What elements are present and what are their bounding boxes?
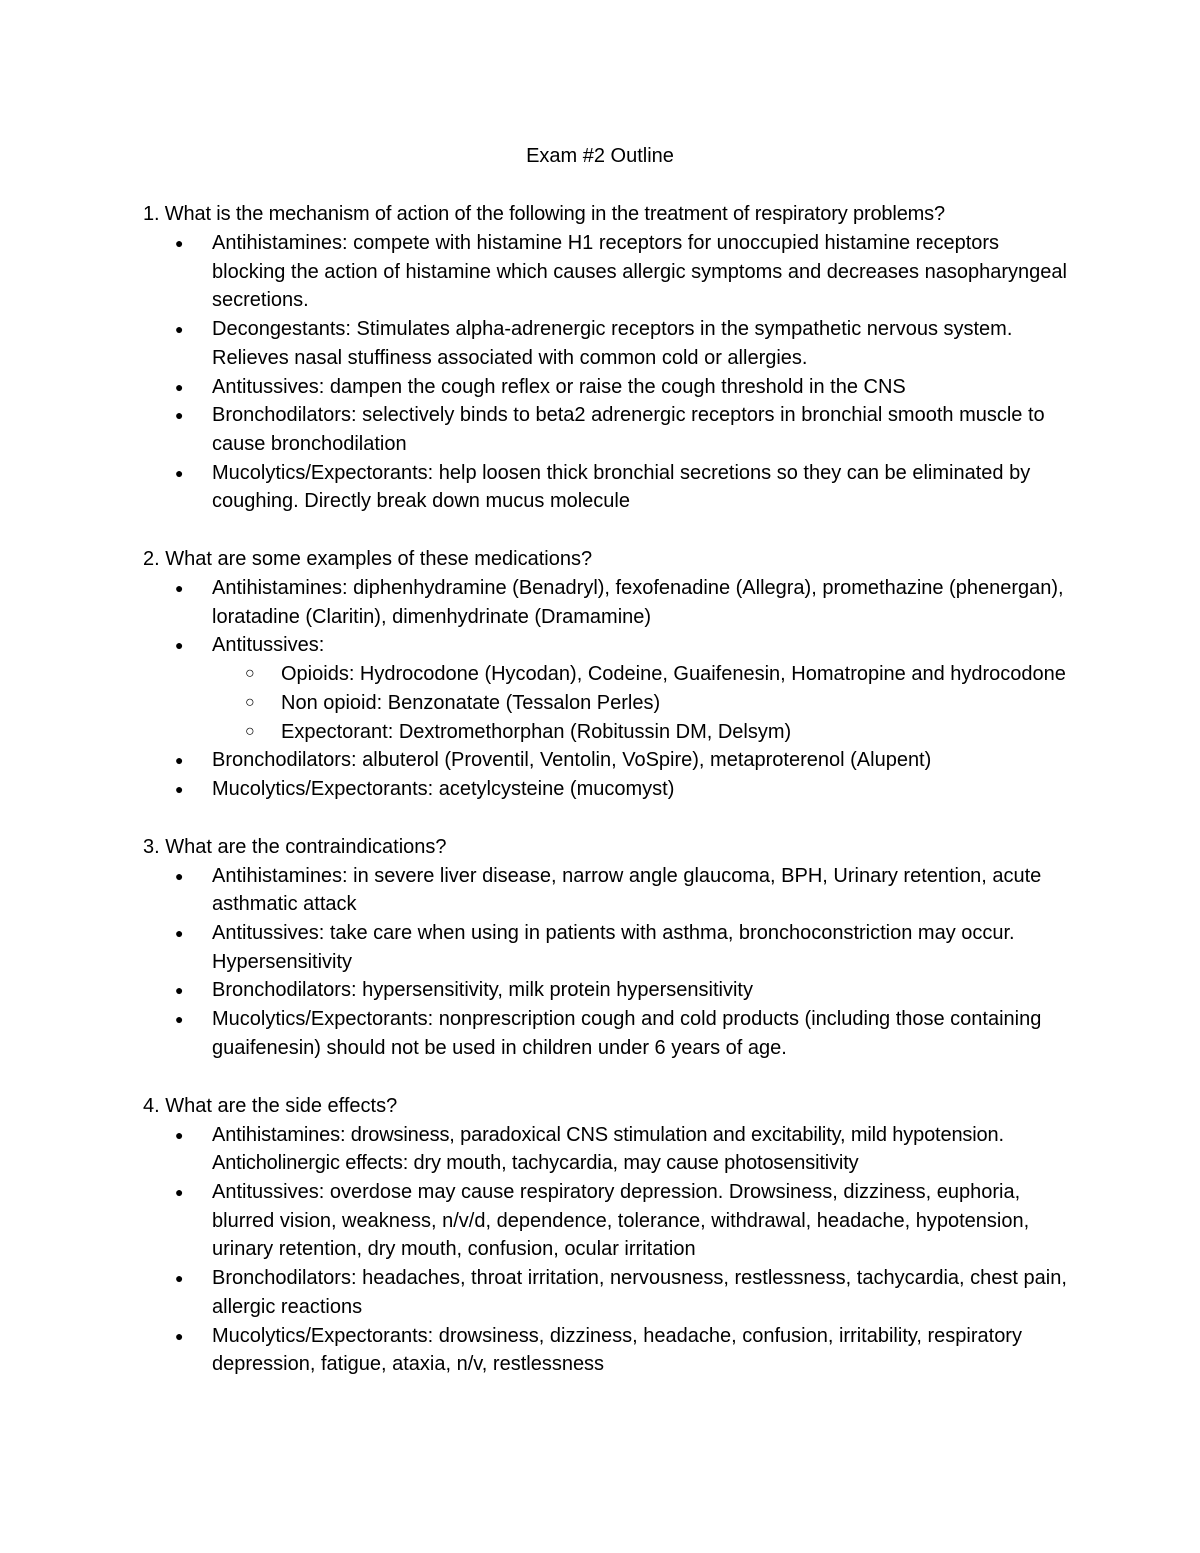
list-item-text: Antitussives: (212, 634, 325, 657)
bullet-icon: ● (175, 1183, 184, 1200)
section-examples (143, 545, 1073, 804)
list-item-text: Mucolytics/Expectorants: nonprescription cough and cold products (including those containing guaifenesin) should not be used in children under 6 years of age. (212, 1008, 1042, 1059)
sub-list-item (212, 660, 1073, 689)
question-heading: 3. What are the contraindications? (143, 835, 447, 858)
list-item (143, 862, 1073, 919)
list-item (143, 229, 1073, 315)
list-item-text: Antihistamines: diphenhydramine (Benadryl), fexofenadine (Allegra), promethazine (phenergan), loratadine (Claritin), dimenhydrinate (Dramamine) (212, 577, 1064, 628)
list-item-text: Antitussives: dampen the cough reflex or raise the cough threshold in the CNS (212, 375, 906, 398)
bullet-icon: ● (175, 925, 184, 942)
sub-list-item-text: Expectorant: Dextromethorphan (Robitussin DM, Delsym) (281, 720, 792, 743)
list-item (143, 976, 1073, 1005)
section-contraindications (143, 833, 1073, 1063)
bullet-icon: ● (175, 464, 184, 481)
list-item (143, 775, 1073, 804)
list-item-text: Antitussives: overdose may cause respiratory depression. Drowsiness, dizziness, euphoria, blurred vision, weakness, n/v/d, dependence, tolerance, withdrawal, headache, hypotension, urinary retention, dry mouth, confusion, ocular irritation (212, 1180, 1030, 1261)
list-item-text: Mucolytics/Expectorants: acetylcysteine (mucomyst) (212, 777, 675, 800)
bullet-icon: ● (175, 982, 184, 999)
answer-list (143, 862, 1073, 1063)
list-item-text: Bronchodilators: headaches, throat irritation, nervousness, restlessness, tachycardia, chest pain, allergic reactions (212, 1267, 1067, 1318)
list-item-text: Decongestants: Stimulates alpha-adrenergic receptors in the sympathetic nervous system. Relieves nasal stuffiness associated with common cold or allergies. (212, 318, 1013, 369)
bullet-icon: ● (175, 780, 184, 797)
question-heading: 2. What are some examples of these medications? (143, 548, 593, 571)
sub-list (212, 660, 1073, 746)
bullet-icon: ● (175, 580, 184, 597)
list-item-text: Bronchodilators: selectively binds to beta2 adrenergic receptors in bronchial smooth muscle to cause bronchodilation (212, 404, 1045, 455)
list-item-text: Antihistamines: in severe liver disease, narrow angle glaucoma, BPH, Urinary retention, acute asthmatic attack (212, 864, 1042, 916)
list-item (143, 746, 1073, 775)
bullet-icon: ● (175, 752, 184, 769)
question-heading: 4. What are the side effects? (143, 1094, 398, 1117)
list-item (143, 1178, 1073, 1264)
list-item-text: Mucolytics/Expectorants: drowsiness, dizziness, headache, confusion, irritability, respiratory depression, fatigue, ataxia, n/v, restlessness (212, 1324, 1022, 1376)
list-item-text: Bronchodilators: albuterol (Proventil, Ventolin, VoSpire), metaproterenol (Alupent) (212, 749, 932, 772)
page-title: Exam #2 Outline (526, 145, 674, 167)
list-item (143, 315, 1073, 372)
circle-bullet-icon: ○ (245, 693, 255, 711)
list-item (143, 1264, 1073, 1321)
bullet-icon: ● (175, 1126, 184, 1143)
section-mechanism (143, 200, 1073, 516)
bullet-icon: ● (175, 637, 184, 654)
list-item (143, 1005, 1073, 1062)
list-item (143, 401, 1073, 458)
bullet-icon: ● (175, 407, 184, 424)
outline-body (143, 200, 1073, 1408)
sub-list-item (212, 689, 1073, 718)
sub-list-item-text: Opioids: Hydrocodone (Hycodan), Codeine, Guaifenesin, Homatropine and hydrocodone (281, 663, 1066, 686)
list-item-text: Antihistamines: drowsiness, paradoxical CNS stimulation and excitability, mild hypotension. Anticholinergic effects: dry mouth, tachycardia, may cause photosensitivity (212, 1123, 1004, 1175)
answer-list (143, 574, 1073, 804)
bullet-icon: ● (175, 321, 184, 338)
sub-list-item (212, 718, 1073, 747)
question-heading: 1. What is the mechanism of action of the following in the treatment of respiratory problems? (143, 203, 945, 225)
list-item (143, 1322, 1073, 1379)
bullet-icon: ● (175, 235, 184, 251)
circle-bullet-icon: ○ (245, 665, 255, 683)
list-item (143, 574, 1073, 631)
section-side-effects (143, 1092, 1073, 1379)
bullet-icon: ● (175, 378, 184, 395)
list-item (143, 1121, 1073, 1178)
bullet-icon: ● (175, 867, 184, 884)
sub-list-item-text: Non opioid: Benzonatate (Tessalon Perles) (281, 691, 661, 714)
list-item-text: Mucolytics/Expectorants: help loosen thick bronchial secretions so they can be eliminated by coughing. Directly break down mucus molecule (212, 461, 1031, 513)
answer-list (143, 229, 1073, 516)
list-item-text: Bronchodilators: hypersensitivity, milk protein hypersensitivity (212, 979, 753, 1002)
list-item (143, 373, 1073, 402)
list-item (143, 919, 1073, 976)
bullet-icon: ● (175, 1011, 184, 1028)
list-item (143, 459, 1073, 516)
list-item (143, 631, 1073, 746)
list-item-text: Antihistamines: compete with histamine H1 receptors for unoccupied histamine receptors blocking the action of histamine which causes allergic symptoms and decreases nasopharyngeal secretions. (212, 232, 1067, 312)
list-item-text: Antitussives: take care when using in patients with asthma, bronchoconstriction may occur. Hypersensitivity (212, 922, 1015, 973)
circle-bullet-icon: ○ (245, 722, 255, 740)
answer-list (143, 1121, 1073, 1379)
bullet-icon: ● (175, 1327, 184, 1344)
bullet-icon: ● (175, 1270, 184, 1287)
